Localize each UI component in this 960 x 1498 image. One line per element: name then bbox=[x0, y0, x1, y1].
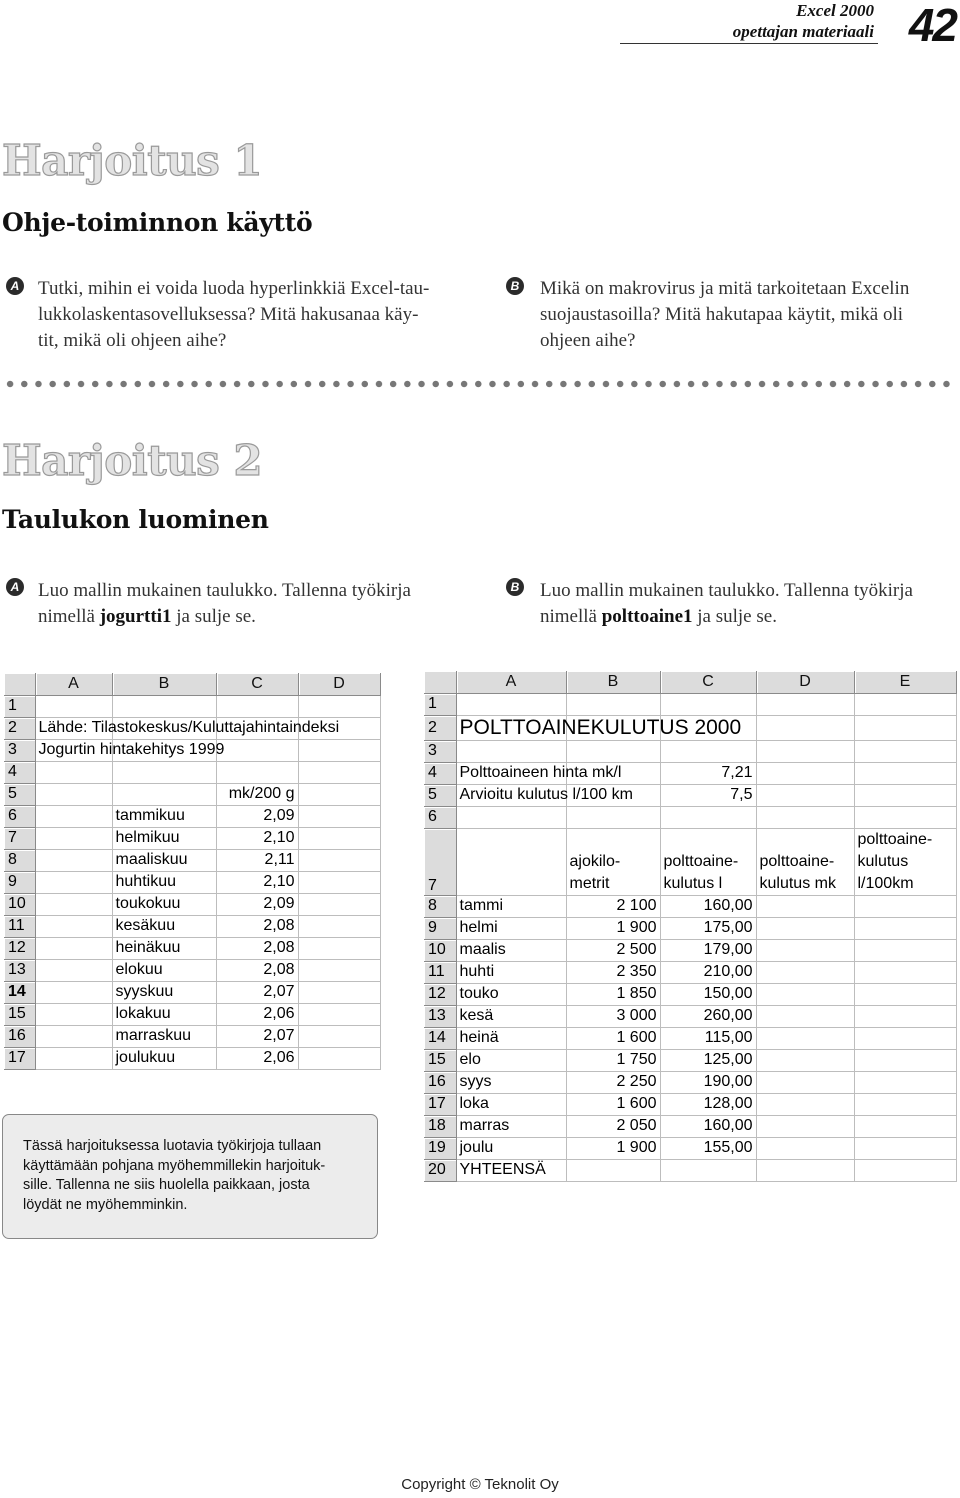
table-row bbox=[424, 1049, 956, 1071]
row-header: 12 bbox=[424, 983, 456, 1005]
total-label-cell: YHTEENSÄ bbox=[456, 1159, 566, 1181]
month-cell: helmi bbox=[456, 917, 566, 939]
price-cell: 2,07 bbox=[216, 981, 298, 1003]
empty-cell bbox=[35, 805, 112, 827]
litres-cell: 160,00 bbox=[660, 895, 756, 917]
exercise-1-task-a bbox=[38, 276, 478, 354]
table-row bbox=[4, 849, 380, 871]
workbook-name: jogurtti1 bbox=[99, 606, 172, 627]
empty-cell bbox=[35, 937, 112, 959]
row-header: 14 bbox=[4, 981, 35, 1003]
note-line: sille. Tallenna ne siis huolella paikkaan, josta bbox=[23, 1177, 310, 1193]
month-cell: marras bbox=[456, 1115, 566, 1137]
table-row bbox=[424, 1071, 956, 1093]
row-header: 6 bbox=[424, 806, 456, 828]
empty-cell bbox=[756, 740, 854, 762]
header-subtitle: opettajan materiaali bbox=[732, 22, 874, 41]
table-row bbox=[424, 895, 956, 917]
empty-cell bbox=[35, 1003, 112, 1025]
column-title-cell: polttoaine- kulutus l/100km bbox=[854, 828, 956, 895]
tip-note-box bbox=[2, 1114, 378, 1239]
table-row bbox=[424, 1093, 956, 1115]
empty-cell bbox=[456, 806, 566, 828]
empty-cell bbox=[298, 783, 380, 805]
empty-cell bbox=[35, 783, 112, 805]
litres-cell: 210,00 bbox=[660, 961, 756, 983]
price-cell: 2,06 bbox=[216, 1003, 298, 1025]
month-cell: elokuu bbox=[112, 959, 216, 981]
row-header: 3 bbox=[4, 739, 35, 761]
km-cell: 1 600 bbox=[566, 1027, 660, 1049]
empty-cell bbox=[35, 1025, 112, 1047]
task-text: ja sulje se. bbox=[171, 606, 256, 627]
price-cell: 2,08 bbox=[216, 915, 298, 937]
table-row bbox=[424, 693, 956, 715]
page-number: 42 bbox=[908, 0, 956, 51]
exercise-1-subtitle: Ohje-toiminnon käyttö bbox=[2, 208, 313, 237]
table-row bbox=[4, 871, 380, 893]
exercise-2-task-a bbox=[38, 578, 478, 630]
empty-cell bbox=[854, 740, 956, 762]
row-header: 2 bbox=[424, 715, 456, 740]
empty-cell bbox=[112, 695, 216, 717]
empty-cell bbox=[298, 937, 380, 959]
empty-cell bbox=[756, 961, 854, 983]
row-header: 4 bbox=[424, 762, 456, 784]
task-text: nimellä bbox=[38, 606, 100, 627]
empty-cell bbox=[756, 1159, 854, 1181]
empty-cell bbox=[216, 695, 298, 717]
empty-cell bbox=[756, 895, 854, 917]
empty-cell bbox=[112, 761, 216, 783]
value-cell: 7,21 bbox=[660, 762, 756, 784]
table-row bbox=[4, 827, 380, 849]
row-header: 3 bbox=[424, 740, 456, 762]
value-cell: 7,5 bbox=[660, 784, 756, 806]
litres-cell: 175,00 bbox=[660, 917, 756, 939]
month-cell: toukokuu bbox=[112, 893, 216, 915]
exercise-1-title: Harjoitus 1 bbox=[2, 136, 263, 185]
empty-cell bbox=[298, 981, 380, 1003]
empty-cell bbox=[566, 1159, 660, 1181]
empty-cell bbox=[854, 1027, 956, 1049]
empty-cell bbox=[298, 893, 380, 915]
row-header: 1 bbox=[4, 695, 35, 717]
empty-cell bbox=[298, 959, 380, 981]
row-header: 11 bbox=[4, 915, 35, 937]
table-row bbox=[424, 828, 956, 895]
table-row bbox=[4, 805, 380, 827]
exercise-2-subtitle: Taulukon luominen bbox=[2, 505, 269, 534]
empty-cell bbox=[35, 849, 112, 871]
empty-cell bbox=[756, 806, 854, 828]
row-header: 8 bbox=[4, 849, 35, 871]
month-cell: huhti bbox=[456, 961, 566, 983]
empty-cell bbox=[854, 693, 956, 715]
empty-cell bbox=[35, 893, 112, 915]
copyright-footer: Copyright © Teknolit Oy bbox=[401, 1476, 559, 1493]
empty-cell bbox=[660, 806, 756, 828]
task-text-line: Luo mallin mukainen taulukko. Tallenna työkirja bbox=[38, 580, 411, 601]
month-cell: kesäkuu bbox=[112, 915, 216, 937]
running-header bbox=[733, 0, 874, 42]
empty-cell bbox=[854, 762, 956, 784]
exercise-2-title: Harjoitus 2 bbox=[2, 436, 263, 485]
price-cell: 2,09 bbox=[216, 805, 298, 827]
month-cell: marraskuu bbox=[112, 1025, 216, 1047]
price-cell: 2,09 bbox=[216, 893, 298, 915]
row-header: 13 bbox=[424, 1005, 456, 1027]
table-row bbox=[424, 917, 956, 939]
km-cell: 2 250 bbox=[566, 1071, 660, 1093]
month-cell: tammi bbox=[456, 895, 566, 917]
table-row bbox=[4, 1047, 380, 1069]
month-cell: syys bbox=[456, 1071, 566, 1093]
column-header: E bbox=[854, 671, 956, 693]
litres-cell: 190,00 bbox=[660, 1071, 756, 1093]
empty-cell bbox=[298, 805, 380, 827]
month-cell: heinä bbox=[456, 1027, 566, 1049]
empty-cell bbox=[756, 917, 854, 939]
empty-cell bbox=[854, 1049, 956, 1071]
empty-cell bbox=[456, 693, 566, 715]
month-cell: tammikuu bbox=[112, 805, 216, 827]
label-cell: Polttoaineen hinta mk/l bbox=[456, 762, 566, 784]
empty-cell bbox=[854, 1137, 956, 1159]
task-text-line: suojaustasoilla? Mitä hakutapaa käytit, mikä oli bbox=[540, 304, 904, 325]
row-header: 16 bbox=[424, 1071, 456, 1093]
task-text-line: lukkolaskentasovelluksessa? Mitä hakusanaa käy- bbox=[38, 304, 419, 325]
dotted-separator bbox=[3, 379, 956, 389]
price-cell: 2,10 bbox=[216, 871, 298, 893]
row-header: 12 bbox=[4, 937, 35, 959]
label-cell: Arvioitu kulutus l/100 km bbox=[456, 784, 566, 806]
table-row bbox=[424, 1027, 956, 1049]
table-row bbox=[4, 1003, 380, 1025]
table-row bbox=[424, 740, 956, 762]
table-row bbox=[424, 762, 956, 784]
table-row bbox=[424, 806, 956, 828]
km-cell: 2 100 bbox=[566, 895, 660, 917]
task-text-line: Tutki, mihin ei voida luoda hyperlinkkiä Excel-tau- bbox=[38, 278, 430, 299]
month-cell: joulukuu bbox=[112, 1047, 216, 1069]
month-cell: helmikuu bbox=[112, 827, 216, 849]
empty-cell bbox=[298, 915, 380, 937]
row-header: 19 bbox=[424, 1137, 456, 1159]
km-cell: 1 900 bbox=[566, 917, 660, 939]
empty-cell bbox=[216, 739, 298, 761]
empty-cell bbox=[298, 871, 380, 893]
row-header: 15 bbox=[4, 1003, 35, 1025]
empty-cell bbox=[756, 1115, 854, 1137]
table-row bbox=[424, 939, 956, 961]
litres-cell: 260,00 bbox=[660, 1005, 756, 1027]
km-cell: 2 350 bbox=[566, 961, 660, 983]
litres-cell: 179,00 bbox=[660, 939, 756, 961]
row-header: 20 bbox=[424, 1159, 456, 1181]
empty-cell bbox=[35, 959, 112, 981]
price-cell: 2,11 bbox=[216, 849, 298, 871]
row-header: 10 bbox=[424, 939, 456, 961]
price-cell: 2,07 bbox=[216, 1025, 298, 1047]
km-cell: 2 050 bbox=[566, 1115, 660, 1137]
row-header: 7 bbox=[4, 827, 35, 849]
table-row bbox=[424, 1159, 956, 1181]
column-header: B bbox=[112, 673, 216, 695]
row-header: 9 bbox=[4, 871, 35, 893]
month-cell: kesä bbox=[456, 1005, 566, 1027]
empty-cell bbox=[756, 762, 854, 784]
table-row bbox=[424, 983, 956, 1005]
workbook-name: polttoaine1 bbox=[601, 606, 693, 627]
table-row bbox=[424, 1005, 956, 1027]
litres-cell: 155,00 bbox=[660, 1137, 756, 1159]
litres-cell: 125,00 bbox=[660, 1049, 756, 1071]
table-row bbox=[4, 1025, 380, 1047]
empty-cell bbox=[35, 1047, 112, 1069]
row-header: 6 bbox=[4, 805, 35, 827]
note-line: käyttämään pohjana myöhemmillekin harjoituk- bbox=[23, 1157, 326, 1174]
empty-cell bbox=[35, 871, 112, 893]
empty-cell bbox=[566, 806, 660, 828]
month-cell: elo bbox=[456, 1049, 566, 1071]
note-line: Tässä harjoituksessa luotavia työkirjoja tullaan bbox=[23, 1138, 322, 1154]
row-header: 13 bbox=[4, 959, 35, 981]
unit-label-cell: mk/200 g bbox=[216, 783, 298, 805]
empty-cell bbox=[35, 827, 112, 849]
empty-cell bbox=[216, 761, 298, 783]
month-cell: maaliskuu bbox=[112, 849, 216, 871]
empty-cell bbox=[756, 1137, 854, 1159]
row-header: 9 bbox=[424, 917, 456, 939]
empty-cell bbox=[756, 693, 854, 715]
km-cell: 1 850 bbox=[566, 983, 660, 1005]
km-cell: 1 750 bbox=[566, 1049, 660, 1071]
empty-cell bbox=[112, 783, 216, 805]
header-book-title: Excel 2000 bbox=[796, 1, 874, 20]
month-cell: touko bbox=[456, 983, 566, 1005]
table-row bbox=[4, 783, 380, 805]
empty-cell bbox=[660, 693, 756, 715]
empty-cell bbox=[660, 740, 756, 762]
empty-cell bbox=[854, 895, 956, 917]
row-header: 2 bbox=[4, 717, 35, 739]
column-title-cell: ajokilo- metrit bbox=[566, 828, 660, 895]
table-row bbox=[424, 1137, 956, 1159]
empty-cell bbox=[854, 806, 956, 828]
empty-cell bbox=[756, 1027, 854, 1049]
price-cell: 2,08 bbox=[216, 937, 298, 959]
empty-cell bbox=[854, 1115, 956, 1137]
table-row bbox=[424, 1115, 956, 1137]
month-cell: loka bbox=[456, 1093, 566, 1115]
empty-cell bbox=[298, 1003, 380, 1025]
litres-cell: 115,00 bbox=[660, 1027, 756, 1049]
table-row bbox=[4, 915, 380, 937]
empty-cell bbox=[854, 983, 956, 1005]
empty-cell bbox=[854, 1071, 956, 1093]
row-header: 18 bbox=[424, 1115, 456, 1137]
empty-cell bbox=[756, 983, 854, 1005]
empty-cell bbox=[660, 1159, 756, 1181]
task-text-line: ohjeen aihe? bbox=[540, 330, 636, 351]
exercise-1-task-b bbox=[540, 276, 960, 354]
spreadsheet-jogurtti bbox=[4, 673, 381, 1070]
empty-cell bbox=[566, 693, 660, 715]
task-text-line: Luo mallin mukainen taulukko. Tallenna työkirja bbox=[540, 580, 913, 601]
column-header: D bbox=[298, 673, 380, 695]
row-header: 14 bbox=[424, 1027, 456, 1049]
task-text-line: tit, mikä oli ohjeen aihe? bbox=[38, 330, 227, 351]
empty-cell bbox=[756, 715, 854, 740]
column-header: B bbox=[566, 671, 660, 693]
column-header: A bbox=[35, 673, 112, 695]
row-header: 11 bbox=[424, 961, 456, 983]
empty-cell bbox=[298, 1025, 380, 1047]
empty-cell bbox=[298, 739, 380, 761]
empty-cell bbox=[854, 1159, 956, 1181]
task-a-badge: A bbox=[6, 578, 24, 596]
empty-cell bbox=[854, 1093, 956, 1115]
row-header: 5 bbox=[4, 783, 35, 805]
column-header: C bbox=[660, 671, 756, 693]
month-cell: maalis bbox=[456, 939, 566, 961]
table-row bbox=[424, 715, 956, 740]
row-header: 15 bbox=[424, 1049, 456, 1071]
empty-cell bbox=[298, 695, 380, 717]
empty-cell bbox=[298, 849, 380, 871]
corner-cell bbox=[4, 673, 35, 695]
column-header: C bbox=[216, 673, 298, 695]
title-cell: POLTTOAINEKULUTUS 2000 bbox=[456, 715, 566, 740]
empty-cell bbox=[854, 784, 956, 806]
table-row bbox=[4, 717, 380, 739]
month-cell: lokakuu bbox=[112, 1003, 216, 1025]
table-row bbox=[4, 761, 380, 783]
empty-cell bbox=[854, 939, 956, 961]
price-cell: 2,08 bbox=[216, 959, 298, 981]
row-header: 4 bbox=[4, 761, 35, 783]
table-row bbox=[424, 961, 956, 983]
table-row bbox=[4, 695, 380, 717]
task-text: ja sulje se. bbox=[692, 606, 777, 627]
task-b-badge: B bbox=[506, 578, 524, 596]
table-row bbox=[4, 893, 380, 915]
empty-cell bbox=[298, 761, 380, 783]
empty-cell bbox=[756, 939, 854, 961]
task-text: nimellä bbox=[540, 606, 602, 627]
empty-cell bbox=[456, 740, 566, 762]
row-header: 1 bbox=[424, 693, 456, 715]
task-text-line bbox=[38, 604, 478, 630]
empty-cell bbox=[756, 1005, 854, 1027]
empty-cell bbox=[854, 917, 956, 939]
column-title-cell: polttoaine- kulutus l bbox=[660, 828, 756, 895]
empty-cell bbox=[756, 784, 854, 806]
month-cell: joulu bbox=[456, 1137, 566, 1159]
note-line: löydät ne myöhemminkin. bbox=[23, 1196, 188, 1213]
empty-cell bbox=[35, 695, 112, 717]
litres-cell: 128,00 bbox=[660, 1093, 756, 1115]
empty-cell bbox=[854, 961, 956, 983]
km-cell: 2 500 bbox=[566, 939, 660, 961]
empty-cell bbox=[854, 715, 956, 740]
row-header: 5 bbox=[424, 784, 456, 806]
column-title-cell: polttoaine- kulutus mk bbox=[756, 828, 854, 895]
km-cell: 1 900 bbox=[566, 1137, 660, 1159]
table-row bbox=[4, 739, 380, 761]
table-row bbox=[4, 937, 380, 959]
litres-cell: 150,00 bbox=[660, 983, 756, 1005]
title-cell: Jogurtin hintakehitys 1999 bbox=[35, 739, 112, 761]
table-row bbox=[4, 959, 380, 981]
empty-cell bbox=[566, 740, 660, 762]
source-cell: Lähde: Tilastokeskus/Kuluttajahintaindeksi bbox=[35, 717, 112, 739]
km-cell: 1 600 bbox=[566, 1093, 660, 1115]
exercise-2-task-b bbox=[540, 578, 960, 630]
empty-cell bbox=[35, 981, 112, 1003]
row-header: 16 bbox=[4, 1025, 35, 1047]
table-row bbox=[424, 784, 956, 806]
price-cell: 2,10 bbox=[216, 827, 298, 849]
empty-cell bbox=[756, 1071, 854, 1093]
row-header: 8 bbox=[424, 895, 456, 917]
table-row bbox=[4, 981, 380, 1003]
empty-cell bbox=[298, 1047, 380, 1069]
task-b-badge: B bbox=[506, 277, 524, 295]
empty-cell bbox=[756, 1093, 854, 1115]
month-cell: huhtikuu bbox=[112, 871, 216, 893]
month-cell: heinäkuu bbox=[112, 937, 216, 959]
litres-cell: 160,00 bbox=[660, 1115, 756, 1137]
empty-cell bbox=[35, 915, 112, 937]
price-cell: 2,06 bbox=[216, 1047, 298, 1069]
header-rule bbox=[620, 43, 878, 44]
task-a-badge: A bbox=[6, 277, 24, 295]
empty-cell bbox=[298, 827, 380, 849]
empty-cell bbox=[456, 828, 566, 895]
column-header: A bbox=[456, 671, 566, 693]
row-header: 7 bbox=[424, 828, 456, 895]
row-header: 17 bbox=[424, 1093, 456, 1115]
spreadsheet-polttoaine bbox=[424, 671, 957, 1182]
row-header: 10 bbox=[4, 893, 35, 915]
empty-cell bbox=[854, 1005, 956, 1027]
task-text-line bbox=[540, 604, 960, 630]
month-cell: syyskuu bbox=[112, 981, 216, 1003]
column-header: D bbox=[756, 671, 854, 693]
task-text-line: Mikä on makrovirus ja mitä tarkoitetaan Excelin bbox=[540, 278, 910, 299]
corner-cell bbox=[424, 671, 456, 693]
empty-cell bbox=[35, 761, 112, 783]
km-cell: 3 000 bbox=[566, 1005, 660, 1027]
empty-cell bbox=[756, 1049, 854, 1071]
row-header: 17 bbox=[4, 1047, 35, 1069]
